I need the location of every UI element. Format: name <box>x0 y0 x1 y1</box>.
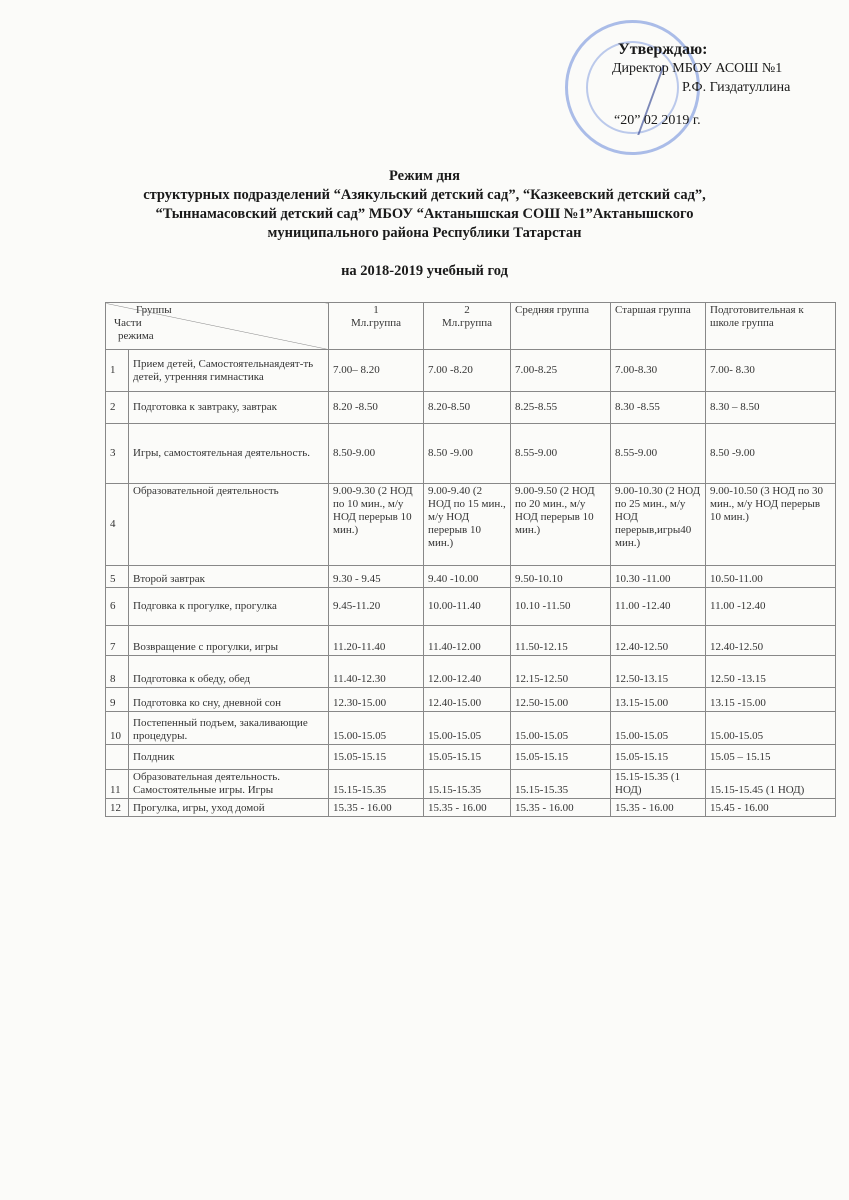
row-time: 15.05-15.15 <box>329 745 424 770</box>
row-activity: Прием детей, Самостоятельнаядеят-ть детей, утренняя гимнастика <box>129 350 329 392</box>
row-time: 8.50 -9.00 <box>706 424 836 484</box>
row-activity: Возвращение с прогулки, игры <box>129 626 329 656</box>
header-diagonal-cell <box>106 303 329 350</box>
row-number: 4 <box>106 484 129 566</box>
row-time: 9.00-9.30 (2 НОД по 10 мин., м/у НОД перерыв 10 мин.) <box>329 484 424 566</box>
row-time: 12.50-13.15 <box>611 656 706 688</box>
row-time: 8.20 -8.50 <box>329 392 424 424</box>
row-time: 11.00 -12.40 <box>706 588 836 626</box>
row-time: 10.00-11.40 <box>424 588 511 626</box>
row-time: 12.50-15.00 <box>511 688 611 712</box>
row-number: 11 <box>106 770 129 799</box>
table-row <box>106 566 836 588</box>
header-groups: Группы <box>136 304 172 316</box>
row-time: 12.15-12.50 <box>511 656 611 688</box>
row-time: 11.00 -12.40 <box>611 588 706 626</box>
row-time: 12.40-12.50 <box>611 626 706 656</box>
table-row <box>106 588 836 626</box>
row-number: 6 <box>106 588 129 626</box>
row-activity: Подготовка ко сну, дневной сон <box>129 688 329 712</box>
row-time: 7.00 -8.20 <box>424 350 511 392</box>
row-time: 12.40-12.50 <box>706 626 836 656</box>
row-time: 15.15-15.35 <box>424 770 511 799</box>
row-number: 2 <box>106 392 129 424</box>
table-row <box>106 350 836 392</box>
header-col-4: Старшая группа <box>611 303 706 350</box>
row-time: 9.30 - 9.45 <box>329 566 424 588</box>
row-activity: Подготовка к обеду, обед <box>129 656 329 688</box>
header-col-1: 1 Мл.группа <box>329 303 424 350</box>
school-year: на 2018-2019 учебный год <box>341 263 508 279</box>
row-activity: Постепенный подъем, закаливающие процедуры. <box>129 712 329 745</box>
row-time: 11.20-11.40 <box>329 626 424 656</box>
row-time: 15.35 - 16.00 <box>424 799 511 817</box>
row-time: 15.05-15.15 <box>424 745 511 770</box>
row-time: 9.00-9.40 (2 НОД по 15 мин., м/у НОД перерыв 10 мин.) <box>424 484 511 566</box>
row-number: 5 <box>106 566 129 588</box>
row-time: 8.50-9.00 <box>329 424 424 484</box>
title-line: структурных подразделений “Азякульский детский сад”, “Казкеевский детский сад”, <box>143 187 706 203</box>
row-time: 8.30 -8.55 <box>611 392 706 424</box>
row-time: 8.25-8.55 <box>511 392 611 424</box>
table-row <box>106 770 836 799</box>
row-number: 8 <box>106 656 129 688</box>
title-line: муниципального района Республики Татарстан <box>267 225 582 241</box>
row-number: 3 <box>106 424 129 484</box>
row-activity: Полдник <box>129 745 329 770</box>
row-time: 10.30 -11.00 <box>611 566 706 588</box>
approval-block <box>612 40 790 130</box>
row-number: 10 <box>106 712 129 745</box>
row-time: 11.40-12.30 <box>329 656 424 688</box>
row-time: 11.40-12.00 <box>424 626 511 656</box>
table-row <box>106 799 836 817</box>
row-number: 12 <box>106 799 129 817</box>
title-line: Режим дня <box>388 168 460 184</box>
header-parts: Части <box>114 317 142 329</box>
approval-position: Директор МБОУ АСОШ №1 <box>612 61 783 76</box>
table-row <box>106 745 836 770</box>
row-time: 15.35 - 16.00 <box>329 799 424 817</box>
row-time: 8.55-9.00 <box>611 424 706 484</box>
row-activity: Второй завтрак <box>129 566 329 588</box>
row-number: 9 <box>106 688 129 712</box>
row-activity: Прогулка, игры, уход домой <box>129 799 329 817</box>
approval-date: “20” 02 2019 г. <box>614 113 701 128</box>
header-col-3: Средняя группа <box>511 303 611 350</box>
row-time: 9.00-10.30 (2 НОД по 25 мин., м/у НОД перерыв,игры40 мин.) <box>611 484 706 566</box>
table-header-row <box>106 303 836 350</box>
table-row <box>106 688 836 712</box>
row-time: 15.00-15.05 <box>611 712 706 745</box>
header-mode: режима <box>118 330 154 342</box>
row-time: 9.00-9.50 (2 НОД по 20 мин., м/у НОД перерыв 10 мин.) <box>511 484 611 566</box>
row-activity: Подговка к прогулке, прогулка <box>129 588 329 626</box>
table-row <box>106 392 836 424</box>
row-time: 15.00-15.05 <box>424 712 511 745</box>
row-time: 7.00-8.25 <box>511 350 611 392</box>
row-time: 15.35 - 16.00 <box>611 799 706 817</box>
row-time: 9.50-10.10 <box>511 566 611 588</box>
row-time: 15.05-15.15 <box>611 745 706 770</box>
row-time: 12.00-12.40 <box>424 656 511 688</box>
table-row <box>106 712 836 745</box>
title-line: “Тыннамасовский детский сад” МБОУ “Актанышская СОШ №1”Актанышского <box>155 206 694 222</box>
row-time: 15.45 - 16.00 <box>706 799 836 817</box>
approval-heading: Утверждаю: <box>618 41 708 58</box>
row-number: 1 <box>106 350 129 392</box>
row-time: 15.15-15.35 <box>329 770 424 799</box>
row-time: 9.00-10.50 (3 НОД по 30 мин., м/у НОД перерыв 10 мин.) <box>706 484 836 566</box>
row-activity: Игры, самостоятельная деятельность. <box>129 424 329 484</box>
row-activity: Образовательная деятельность. Самостоятельные игры. Игры <box>129 770 329 799</box>
row-time: 12.50 -13.15 <box>706 656 836 688</box>
document-title <box>0 167 849 243</box>
row-time: 9.40 -10.00 <box>424 566 511 588</box>
row-time: 15.15-15.35 (1 НОД) <box>611 770 706 799</box>
row-time: 10.50-11.00 <box>706 566 836 588</box>
row-time: 13.15-15.00 <box>611 688 706 712</box>
row-time: 13.15 -15.00 <box>706 688 836 712</box>
row-number: 7 <box>106 626 129 656</box>
header-col-2: 2 Мл.группа <box>424 303 511 350</box>
row-activity: Подготовка к завтраку, завтрак <box>129 392 329 424</box>
table-row <box>106 484 836 566</box>
row-time: 9.45-11.20 <box>329 588 424 626</box>
row-time: 11.50-12.15 <box>511 626 611 656</box>
row-time: 8.20-8.50 <box>424 392 511 424</box>
row-time: 7.00– 8.20 <box>329 350 424 392</box>
row-time: 15.00-15.05 <box>511 712 611 745</box>
row-time: 8.30 – 8.50 <box>706 392 836 424</box>
row-time: 15.15-15.35 <box>511 770 611 799</box>
row-time: 7.00-8.30 <box>611 350 706 392</box>
row-time: 15.05-15.15 <box>511 745 611 770</box>
row-time: 8.50 -9.00 <box>424 424 511 484</box>
row-time: 15.05 – 15.15 <box>706 745 836 770</box>
row-time: 15.15-15.45 (1 НОД) <box>706 770 836 799</box>
schedule-table <box>105 302 836 817</box>
row-time: 7.00- 8.30 <box>706 350 836 392</box>
table-row <box>106 656 836 688</box>
row-activity: Образовательной деятельность <box>129 484 329 566</box>
row-number <box>106 745 129 770</box>
approval-name: Р.Ф. Гиздатуллина <box>682 80 791 95</box>
header-col-5: Подготовительная к школе группа <box>706 303 836 350</box>
row-time: 15.35 - 16.00 <box>511 799 611 817</box>
row-time: 15.00-15.05 <box>706 712 836 745</box>
row-time: 15.00-15.05 <box>329 712 424 745</box>
table-row <box>106 626 836 656</box>
row-time: 8.55-9.00 <box>511 424 611 484</box>
row-time: 12.40-15.00 <box>424 688 511 712</box>
row-time: 12.30-15.00 <box>329 688 424 712</box>
table-row <box>106 424 836 484</box>
row-time: 10.10 -11.50 <box>511 588 611 626</box>
